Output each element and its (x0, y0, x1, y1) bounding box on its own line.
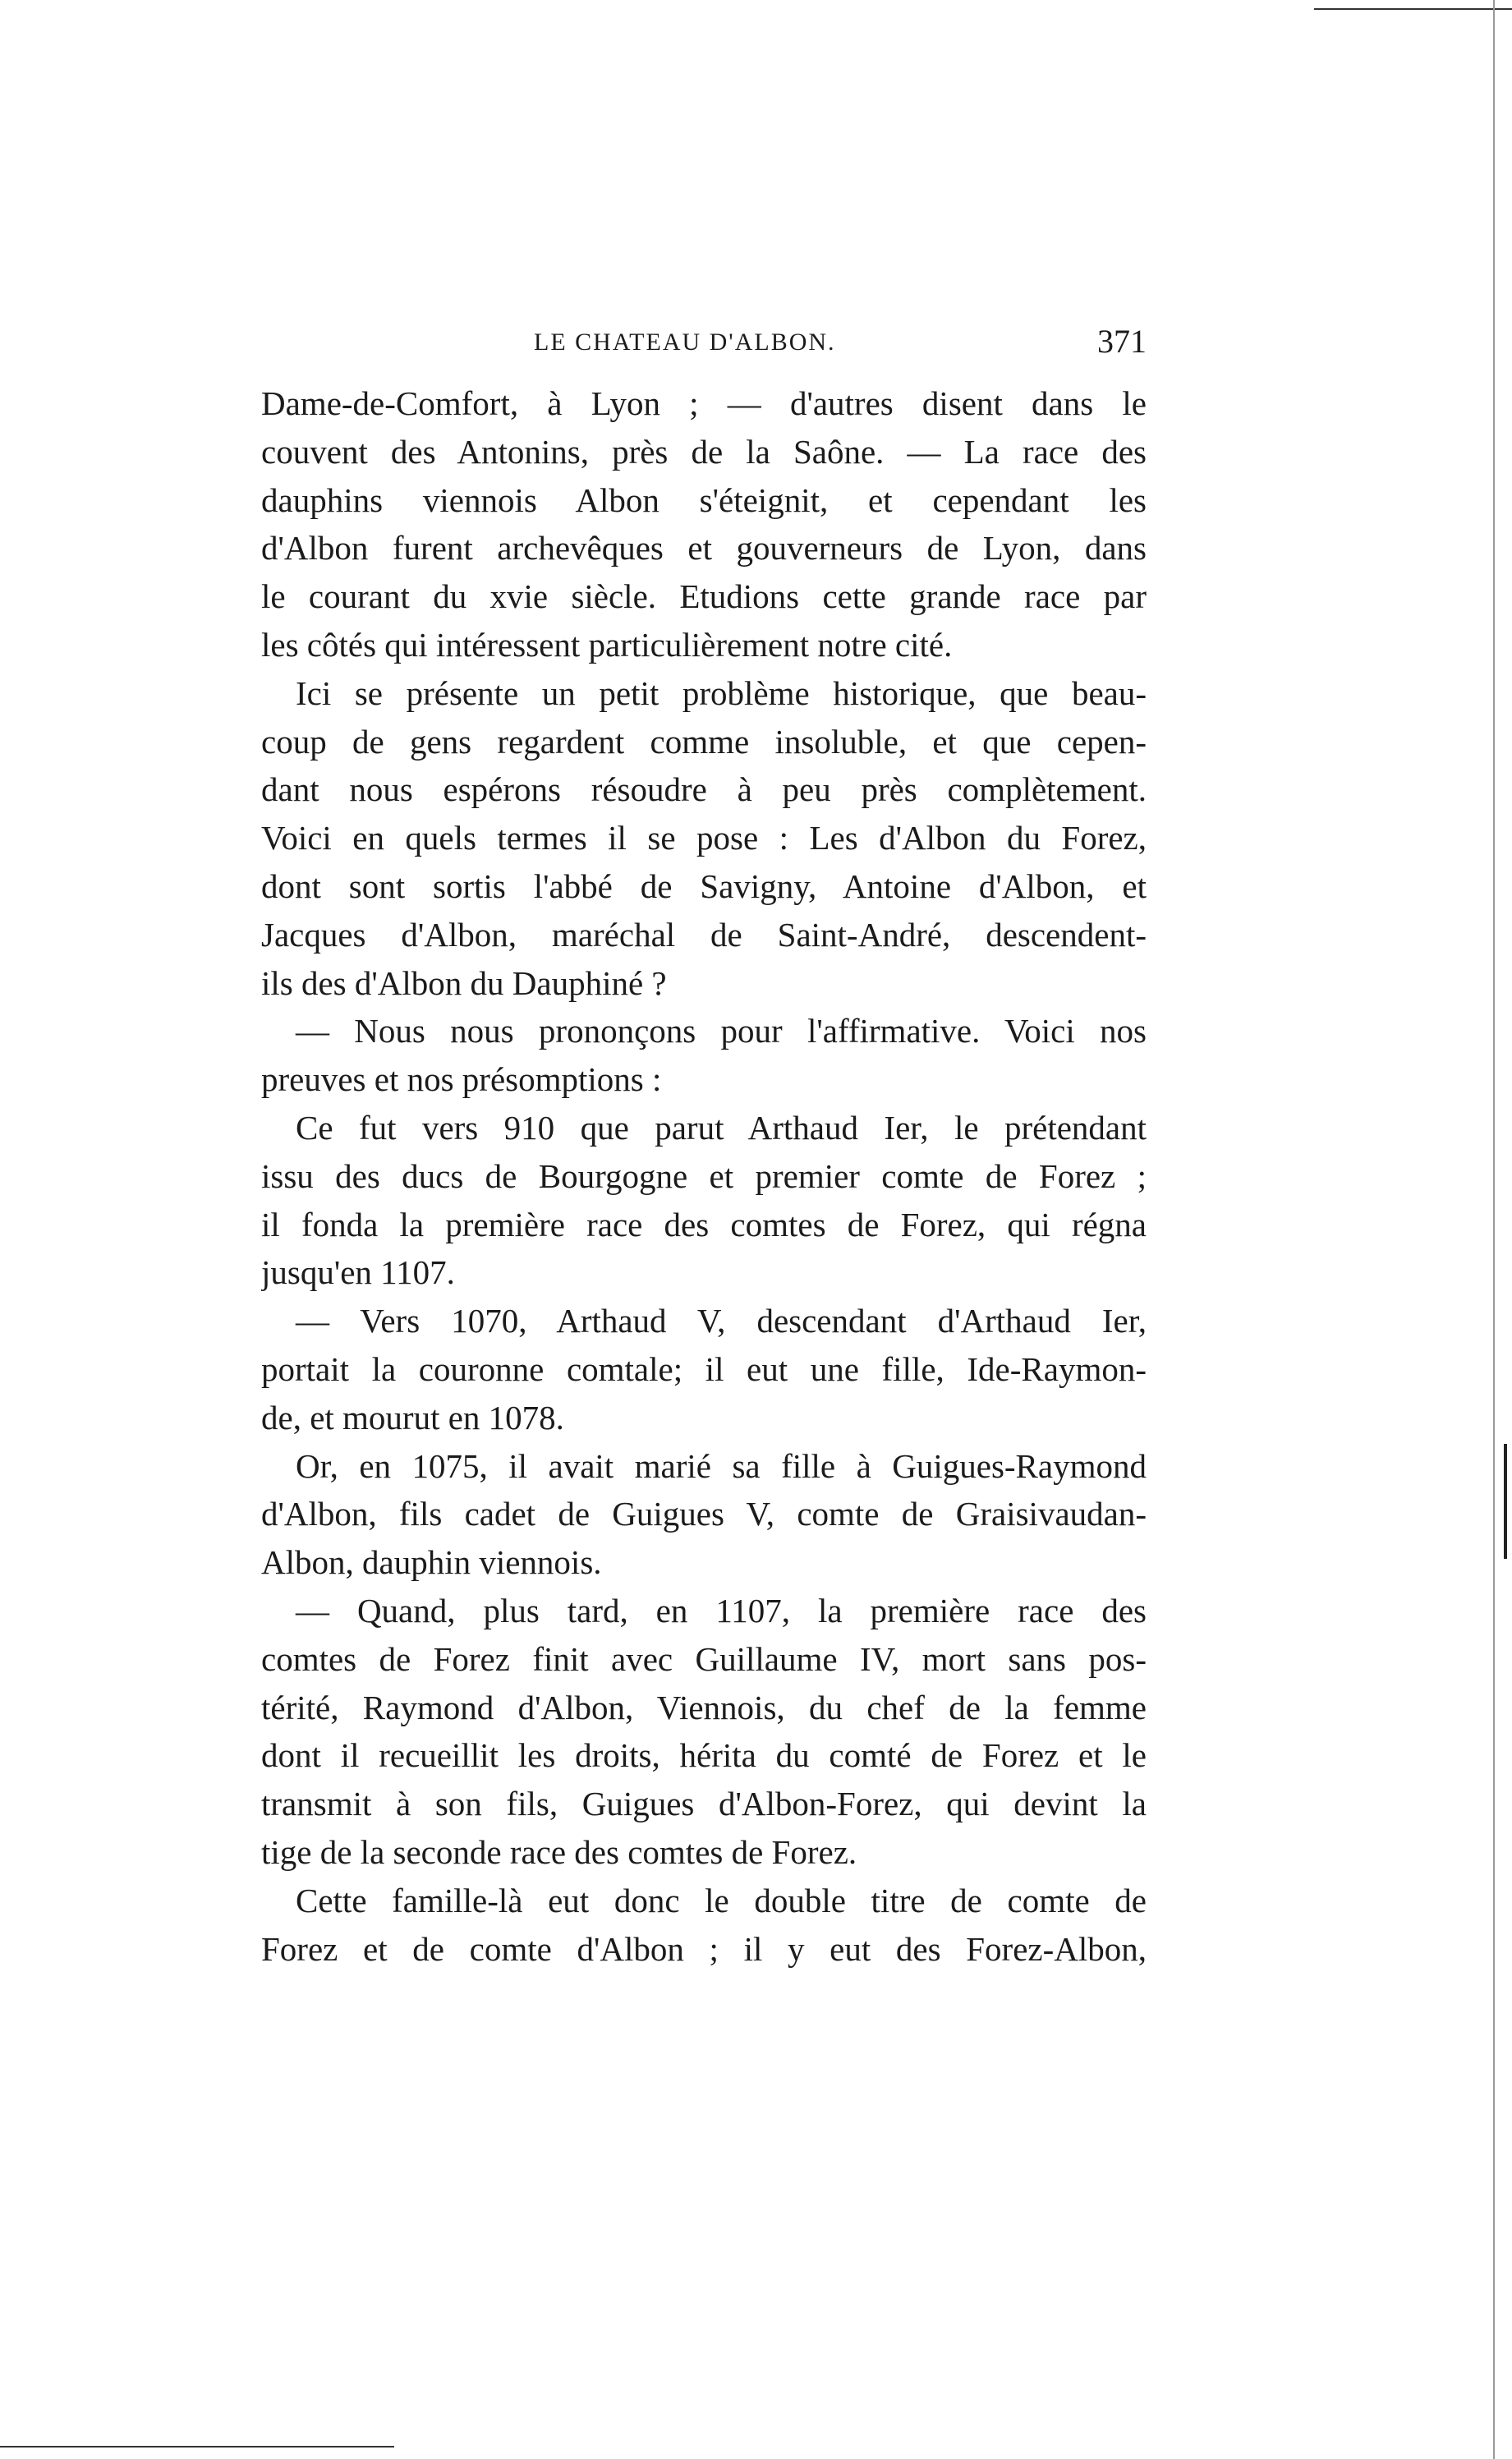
scan-edge-line-right (1493, 0, 1495, 2459)
text-line: portait la couronne comtale; il eut une fille, Ide-Raymon- (261, 1349, 1147, 1388)
text-line: Cette famille-là eut donc le double titre de comte de (296, 1881, 1147, 1919)
text-line: issu des ducs de Bourgogne et premier comte de Forez ; (261, 1156, 1147, 1195)
text-line: dant nous espérons résoudre à peu près complètement. (261, 770, 1147, 809)
text-line: dont sont sortis l'abbé de Savigny, Antoine d'Albon, et (261, 866, 1147, 905)
text-line: transmit à son fils, Guigues d'Albon-Forez, qui devint la (261, 1785, 1147, 1823)
text-line: le courant du xvie siècle. Etudions cette grande race par (261, 577, 1147, 616)
text-line: — Quand, plus tard, en 1107, la première race des (296, 1591, 1147, 1629)
text-line: dauphins viennois Albon s'éteignit, et cependant les (261, 480, 1147, 519)
text-line: il fonda la première race des comtes de Forez, qui régna (261, 1205, 1147, 1243)
body-text (261, 379, 1147, 1973)
text-line: ils des d'Albon du Dauphiné ? (261, 963, 667, 1002)
text-line: tige de la seconde race des comtes de Forez. (261, 1832, 857, 1871)
text-line: Dame-de-Comfort, à Lyon ; — d'autres disent dans le (261, 384, 1147, 422)
text-line: dont il recueillit les droits, hérita du comté de Forez et le (261, 1736, 1147, 1775)
text-line: Forez et de comte d'Albon ; il y eut des Forez-Albon, (261, 1929, 1147, 1968)
text-line: couvent des Antonins, près de la Saône. — La race des (261, 432, 1147, 471)
scan-edge-line-bottom (0, 2446, 394, 2448)
text-line: comtes de Forez finit avec Guillaume IV, mort sans pos- (261, 1639, 1147, 1678)
text-line: Albon, dauphin viennois. (261, 1543, 602, 1582)
text-line: Ici se présente un petit problème historique, que beau- (296, 673, 1147, 712)
text-line: preuves et nos présomptions : (261, 1060, 662, 1099)
text-line: Jacques d'Albon, maréchal de Saint-André, descendent- (261, 915, 1147, 954)
text-line: de, et mourut en 1078. (261, 1398, 564, 1436)
text-line: d'Albon furent archevêques et gouverneurs de Lyon, dans (261, 529, 1147, 568)
text-line: Voici en quels termes il se pose : Les d'Albon du Forez, (261, 819, 1147, 857)
text-line: d'Albon, fils cadet de Guigues V, comte de Graisivaudan- (261, 1495, 1147, 1533)
text-line: — Vers 1070, Arthaud V, descendant d'Arthaud Ier, (296, 1302, 1147, 1340)
running-title: LE CHATEAU D'ALBON. (534, 329, 836, 356)
text-line: les côtés qui intéressent particulièrement notre cité. (261, 625, 953, 664)
text-line: — Nous nous prononçons pour l'affirmative. Voici nos (296, 1012, 1147, 1050)
scan-edge-mark (1504, 1444, 1507, 1559)
page-header (261, 322, 1147, 371)
text-line: Ce fut vers 910 que parut Arthaud Ier, le prétendant (296, 1108, 1147, 1147)
text-line: térité, Raymond d'Albon, Viennois, du chef de la femme (261, 1688, 1147, 1726)
text-line: coup de gens regardent comme insoluble, et que cepen- (261, 722, 1147, 761)
page-number: 371 (1097, 323, 1147, 360)
scan-edge-line-top (1314, 8, 1512, 10)
text-line: Or, en 1075, il avait marié sa fille à Guigues-Raymond (296, 1446, 1147, 1485)
text-line: jusqu'en 1107. (261, 1253, 455, 1292)
